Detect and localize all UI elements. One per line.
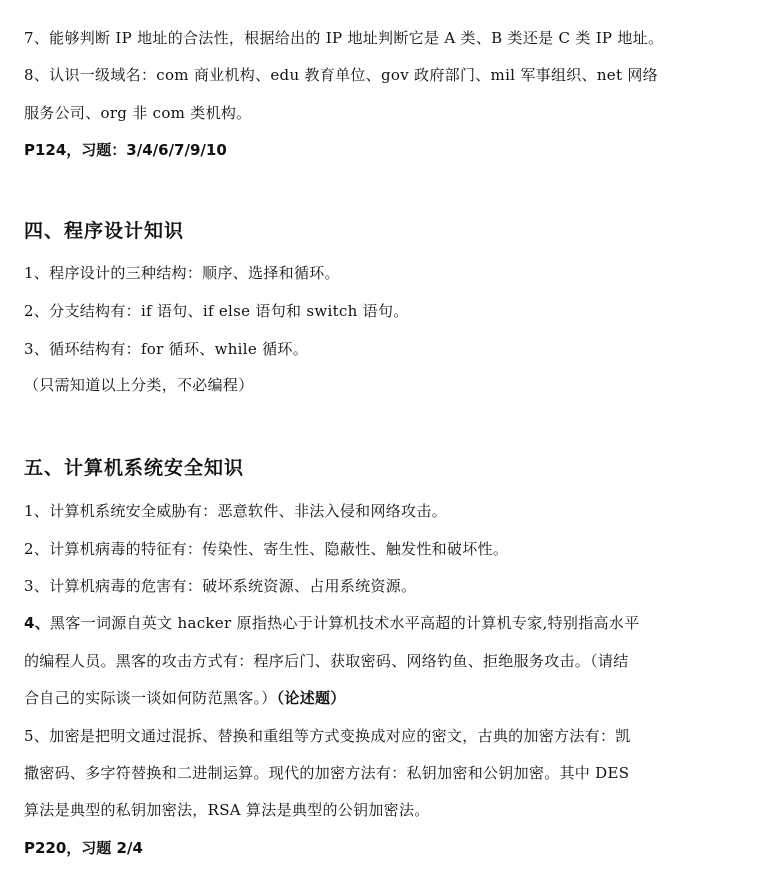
security-exercise: P220，习题 2/4 — [24, 839, 143, 857]
security-item-2: 2、计算机病毒的特征有：传染性、寄生性、隐蔽性、触发性和破坏性。 — [24, 540, 509, 558]
security-heading: 五、计算机系统安全知识 — [24, 457, 245, 479]
programming-item-1: 1、程序设计的三种结构：顺序、选择和循环。 — [24, 264, 340, 282]
network-item-8-line-1: 8、认识一级域名：com 商业机构、edu 教育单位、gov 政府部门、mil 军事组织、net 网络 — [24, 66, 658, 84]
security-item-4-line-2: 的编程人员。黑客的攻击方式有：程序后门、获取密码、网络钓鱼、拒绝服务攻击。（请结 — [24, 652, 629, 670]
network-exercise: P124，习题：3/4/6/7/9/10 — [24, 141, 227, 159]
security-item-5-line-3: 算法是典型的私钥加密法，RSA 算法是典型的公钥加密法。 — [24, 801, 430, 819]
programming-item-2: 2、分支结构有：if 语句、if else 语句和 switch 语句。 — [24, 302, 409, 320]
security-item-5-line-1: 5、加密是把明文通过混拆、替换和重组等方式变换成对应的密文，古典的加密方法有：凯 — [24, 727, 631, 745]
essay-question-tag: （论述题） — [276, 689, 346, 707]
security-item-4-line-3 — [24, 688, 724, 708]
security-item-1: 1、计算机系统安全威胁有：恶意软件、非法入侵和网络攻击。 — [24, 502, 447, 520]
network-item-8-line-2: 服务公司、org 非 com 类机构。 — [24, 104, 252, 122]
programming-heading: 四、程序设计知识 — [24, 220, 185, 242]
security-item-4-line-1 — [24, 613, 724, 633]
security-item-4-number: 4、 — [24, 614, 51, 632]
programming-note: （只需知道以上分类，不必编程） — [24, 376, 254, 394]
security-item-3: 3、计算机病毒的危害有：破坏系统资源、占用系统资源。 — [24, 577, 417, 595]
security-item-5-line-2: 撒密码、多字符替换和二进制运算。现代的加密方法有：私钥加密和公钥加密。其中 DES — [24, 764, 630, 782]
security-item-4-text: 黑客一词源自英文 hacker 原指热心于计算机技术水平高超的计算机专家,特别指高水平 — [50, 614, 640, 632]
network-item-7: 7、能够判断 IP 地址的合法性，根据给出的 IP 地址判断它是 A 类、B 类还是 C 类 IP 地址。 — [24, 29, 664, 47]
programming-item-3: 3、循环结构有：for 循环、while 循环。 — [24, 340, 309, 358]
security-item-4-question: 合自己的实际谈一谈如何防范黑客。） — [24, 689, 277, 707]
